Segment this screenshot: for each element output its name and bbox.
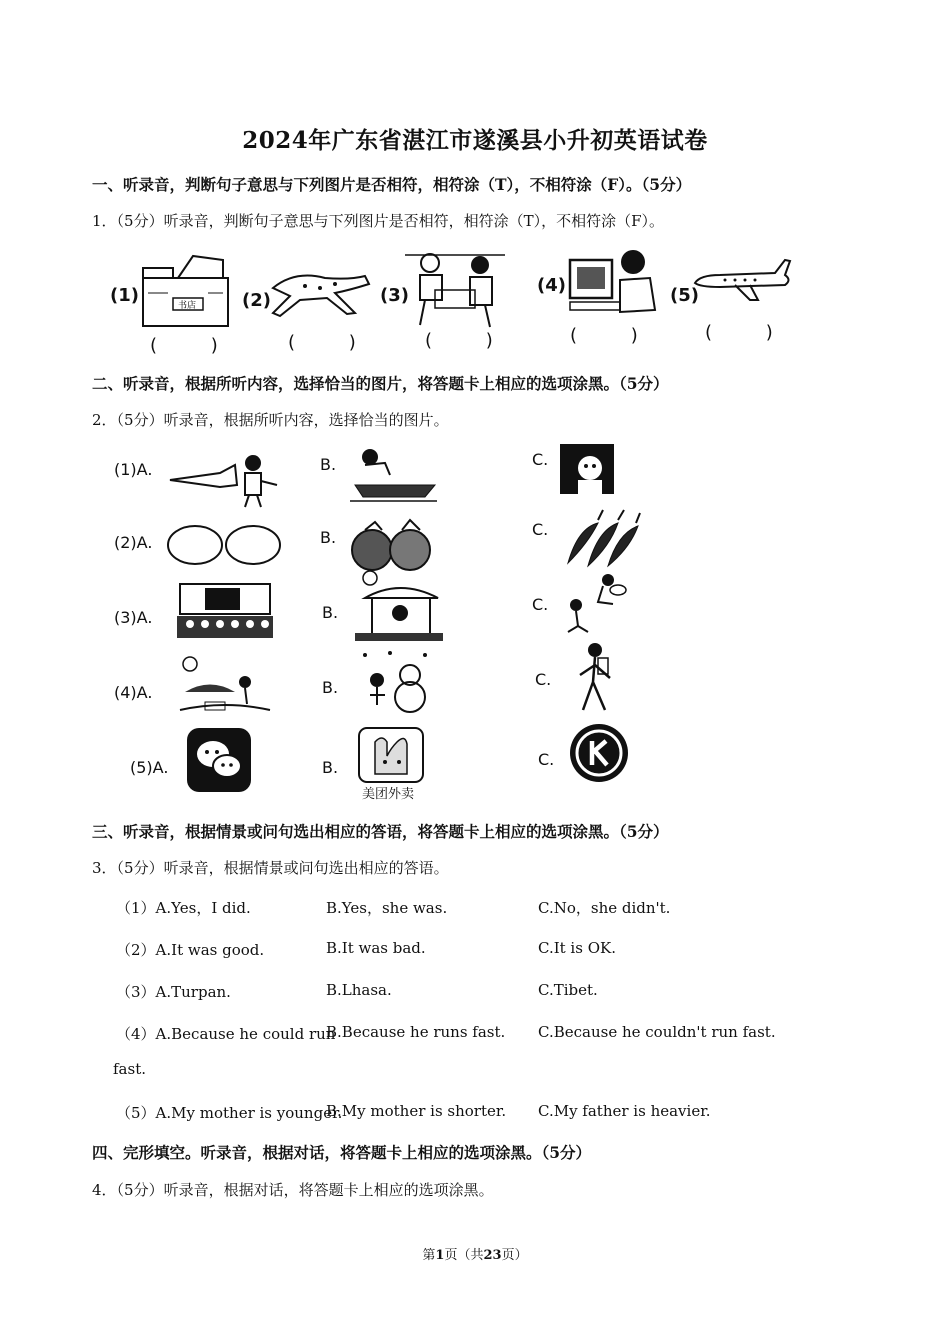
airplane-icon xyxy=(690,255,795,305)
children-exercise-icon xyxy=(405,245,510,330)
q2-row2-b-label: B. xyxy=(320,528,337,547)
q2-row4-a-label: (4)A. xyxy=(114,683,153,702)
q2-row1-c-label: C. xyxy=(532,450,549,469)
footer-mid: 页（共 xyxy=(444,1248,484,1263)
question-1: 1．（5分）听录音，判断句子意思与下列图片是否相符，相符涂（T），不相符涂（F）。 xyxy=(92,212,665,230)
q3-1-option-c: C.No，she didn't. xyxy=(538,899,671,917)
footer-prefix: 第 xyxy=(422,1248,436,1263)
hiker-icon xyxy=(565,640,620,715)
q3-3-option-b: B.Lhasa. xyxy=(326,981,392,999)
q1-label-4: (4) xyxy=(537,275,566,296)
bookstore-sign: 书店 xyxy=(178,301,197,311)
q1-label-5: (5) xyxy=(670,285,699,306)
q3-2-option-c: C.It is OK. xyxy=(538,939,616,957)
teacher-blackboard-icon xyxy=(558,442,618,500)
q2-row3-a-label: (3)A. xyxy=(114,608,153,627)
meituan-label: 美团外卖 xyxy=(362,787,415,802)
q2-row5-c-label: C. xyxy=(538,750,555,769)
q3-3-option-a: （3）A.Turpan. xyxy=(116,983,231,1001)
q1-label-3: (3) xyxy=(380,285,409,306)
q3-1-option-b: B.Yes，she was. xyxy=(326,899,448,917)
q3-5-option-c: C.My father is heavier. xyxy=(538,1102,711,1120)
q3-3-option-c: C.Tibet. xyxy=(538,981,598,999)
q2-row3-c-label: C. xyxy=(532,595,549,614)
q3-4-option-a-wrap: fast. xyxy=(113,1060,146,1078)
snowman-icon xyxy=(355,645,440,717)
q3-1-option-a: （1）A.Yes，I did. xyxy=(116,899,251,917)
question-4: 4．（5分）听录音，根据对话，将答题卡上相应的选项涂黑。 xyxy=(92,1181,494,1199)
q1-answer-1: ( ) xyxy=(150,335,242,356)
q3-4-option-b: B.Because he runs fast. xyxy=(326,1023,506,1041)
wechat-icon xyxy=(185,726,253,794)
q3-2-option-b: B.It was bad. xyxy=(326,939,426,957)
beach-scene-icon xyxy=(175,652,275,720)
footer-total-pages: 23 xyxy=(483,1248,502,1263)
q2-row4-c-label: C. xyxy=(535,670,552,689)
question-2: 2．（5分）听录音，根据所听内容，选择恰当的图片。 xyxy=(92,411,449,429)
carrots-icon xyxy=(558,508,643,573)
page-title: 2024年广东省湛江市遂溪县小升初英语试卷 xyxy=(242,127,708,154)
section-1-heading: 一、听录音，判断句子意思与下列图片是否相符，相符涂（T），不相符涂（F）。（5分） xyxy=(92,175,692,194)
q1-answer-4: ( ) xyxy=(570,325,662,346)
q2-row5-b-label: B. xyxy=(322,758,339,777)
q2-row5-a-label: (5)A. xyxy=(130,758,169,777)
bookstore-icon xyxy=(138,248,233,328)
q1-picture-strip xyxy=(100,240,820,360)
section-3-heading: 三、听录音，根据情景或问句选出相应的答语，将答题卡上相应的选项涂黑。（5分） xyxy=(92,822,669,841)
q1-answer-2: ( ) xyxy=(288,332,380,353)
q3-5-option-a: （5）A.My mother is younger. xyxy=(116,1104,343,1122)
q3-4-option-c: C.Because he couldn't run fast. xyxy=(538,1023,776,1041)
kuaishou-k-icon xyxy=(568,722,630,784)
q2-row2-a-label: (2)A. xyxy=(114,533,153,552)
section-2-heading: 二、听录音，根据所听内容，选择恰当的图片，将答题卡上相应的选项涂黑。（5分） xyxy=(92,374,669,393)
q3-5-option-b: B.My mother is shorter. xyxy=(326,1102,507,1120)
q2-row1-a-label: (1)A. xyxy=(114,460,153,479)
section-4-heading: 四、完形填空。听录音，根据对话，将答题卡上相应的选项涂黑。（5分） xyxy=(92,1143,592,1162)
q1-answer-3: ( ) xyxy=(425,330,517,351)
pilot-plane-icon xyxy=(165,445,280,510)
question-3: 3．（5分）听录音，根据情景或问句选出相应的答语。 xyxy=(92,859,449,877)
page-footer xyxy=(0,1244,950,1263)
badminton-players-icon xyxy=(558,570,633,635)
q3-2-option-a: （2）A.It was good. xyxy=(116,941,265,959)
q2-row1-b-label: B. xyxy=(320,455,337,474)
boat-person-icon xyxy=(345,445,440,505)
q1-answer-5: ( ) xyxy=(705,322,797,343)
potatoes-icon xyxy=(165,520,285,570)
q2-row3-b-label: B. xyxy=(322,603,339,622)
footer-page-number: 1 xyxy=(435,1248,445,1263)
computer-user-icon xyxy=(565,240,665,325)
q2-row4-b-label: B. xyxy=(322,678,339,697)
q1-label-2: (2) xyxy=(242,290,271,311)
q2-picture-grid xyxy=(110,440,670,805)
cinema-icon xyxy=(175,580,275,642)
park-pavilion-icon xyxy=(350,568,445,643)
q3-4-option-a: （4）A.Because he could run xyxy=(116,1025,336,1043)
q1-label-1: (1) xyxy=(110,285,139,306)
q2-row2-c-label: C. xyxy=(532,520,549,539)
cheetah-icon xyxy=(265,258,375,318)
footer-suffix: 页） xyxy=(501,1248,528,1263)
